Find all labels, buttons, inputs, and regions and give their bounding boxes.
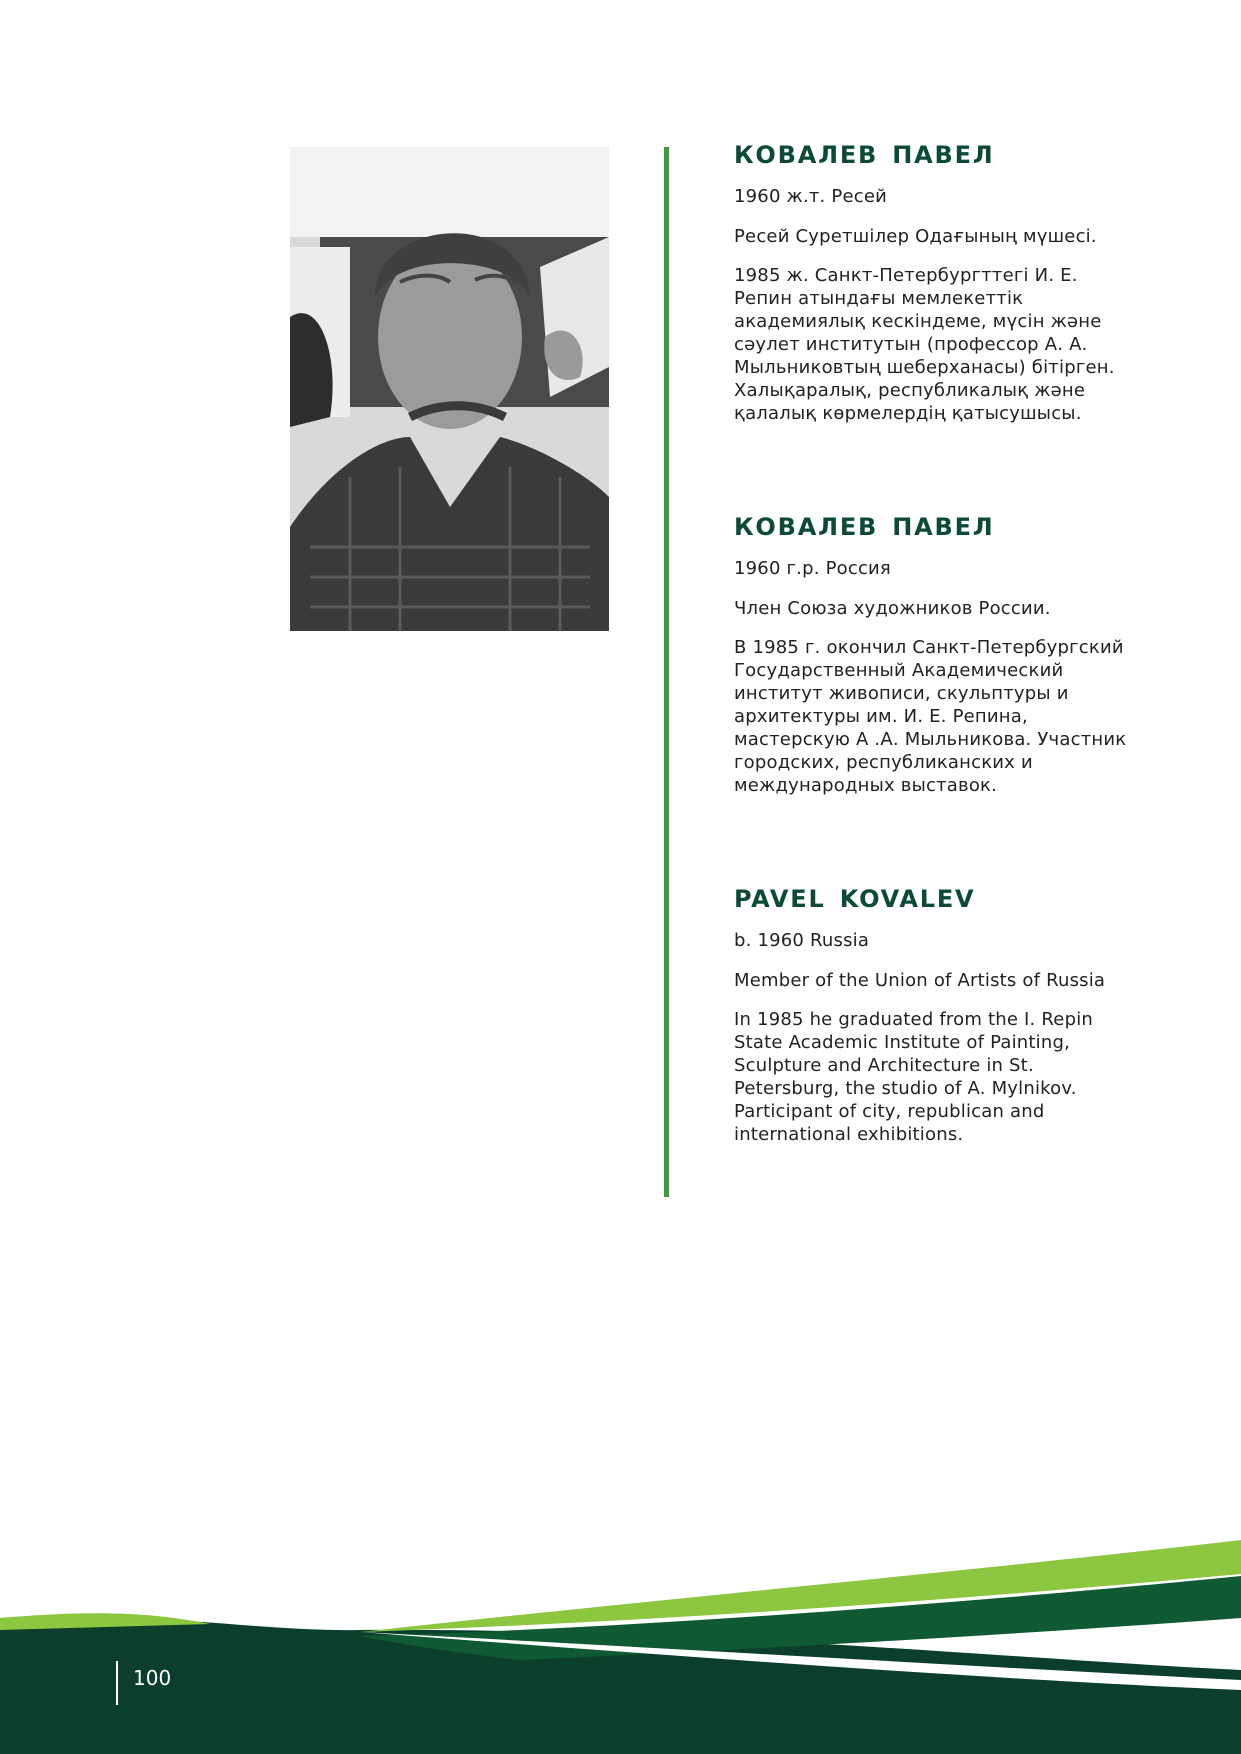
education-info: 1985 ж. Санкт-Петербургттегі И. Е. Репин атындағы мемлекеттік академиялық кескіндеме, мүсін және сәулет институтын (профессор А. А. Мыльниковтың шеберханасы) бітірген. Халықаралық, республикалық және қалалық көрмелердің қатысушысы. xyxy=(734,265,1115,424)
bio-english xyxy=(734,885,1134,1257)
membership-info: Member of the Union of Artists of Russia xyxy=(734,970,1106,991)
education-info: In 1985 he graduated from the I. Repin State Academic Institute of Painting, Sculpture and Architecture in St. Petersburg, the studio of A. Mylnikov. Participant of city, republican and international exhibitions. xyxy=(734,1009,1094,1145)
birth-info: b. 1960 Russia xyxy=(734,930,870,951)
artist-portrait-image xyxy=(290,147,609,631)
artist-name-heading: КОВАЛЕВ ПАВЕЛ xyxy=(734,513,995,541)
membership-info: Член Союза художников России. xyxy=(734,598,1051,619)
bio-kazakh xyxy=(734,141,1134,513)
footer-wave-graphic xyxy=(0,1540,1241,1754)
birth-info: 1960 ж.т. Ресей xyxy=(734,186,887,207)
membership-info: Ресей Суретшілер Одағының мүшесі. xyxy=(734,226,1097,247)
page-number-rule xyxy=(116,1661,118,1705)
birth-info: 1960 г.р. Россия xyxy=(734,558,891,579)
bio-russian xyxy=(734,513,1134,885)
page-number: 100 xyxy=(133,1666,172,1690)
vertical-divider xyxy=(664,147,669,1197)
footer-wave-band xyxy=(0,1540,1241,1754)
artist-photo xyxy=(290,147,609,631)
education-info: В 1985 г. окончил Санкт-Петербургский Государственный Академический институт живописи, скульптуры и архитектуры им. И. Е. Репина, мастерскую А .А. Мыльникова. Участник городских, республиканских и международных выставок. xyxy=(734,637,1127,796)
artist-name-heading: PAVEL KOVALEV xyxy=(734,885,976,913)
bio-column xyxy=(734,141,1134,1257)
artist-name-heading: КОВАЛЕВ ПАВЕЛ xyxy=(734,141,995,169)
